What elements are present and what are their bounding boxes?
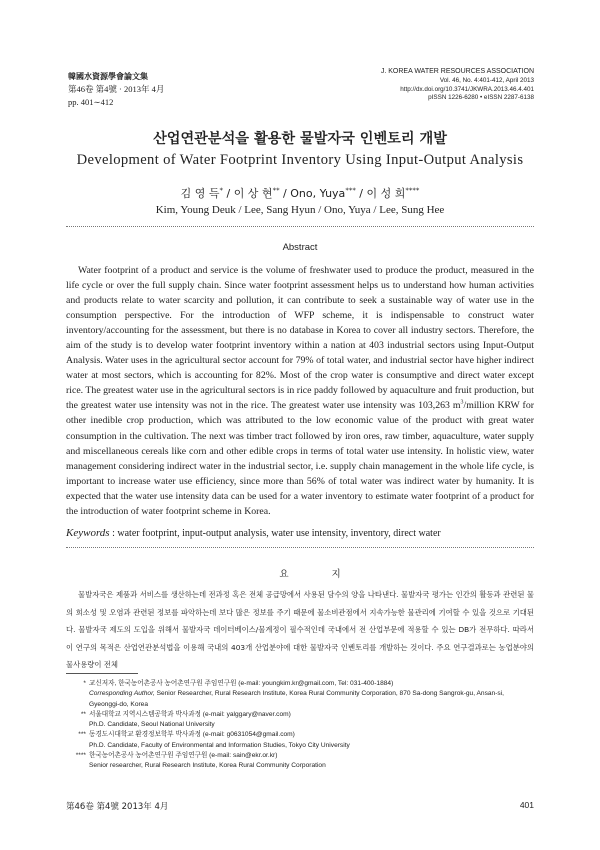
author-list-english: Kim, Young Deuk / Lee, Sang Hyun / Ono, Yuya / Lee, Sung Hee <box>155 204 445 216</box>
issn-line: pISSN 1226-6280 • eISSN 2287-6138 <box>428 94 534 102</box>
author-separator: / <box>355 187 367 200</box>
journal-name-korean: 韓國水資源學會論文集 <box>68 72 148 81</box>
footnote <box>66 679 536 689</box>
keywords-line <box>66 526 534 541</box>
abstract-heading: Abstract <box>282 242 318 253</box>
footnote-rule <box>66 673 138 674</box>
footnote-affiliation <box>66 689 536 710</box>
volume-issue-english: Vol. 46, No. 4:401-412, April 2013 <box>439 76 534 84</box>
footnote-mark: *** <box>78 731 86 739</box>
footnotes <box>66 679 536 772</box>
korean-abstract-body: 물발자국은 제품과 서비스를 생산하는데 전과정 혹은 전체 공급망에서 사용된 담수의 양을 나타낸다. 물발자국 평가는 인간의 활동과 관련된 물의 희소성 및 오염과 관련된 정보를 파악하는데 보다 많은 정보를 주기 때문에 물소비관점에서 지속가능한 물관리에 기여할 수 있을 것으로 기대된다. 물발자국 제도의 도입을 위해서 물발자국 데이터베이스/물계정이 필수적인데 국내에서 전 산업부문에 적용할 수 있는 DB가 전무하다. 따라서 이 연구의 목적은 산업연관분석법을 이용해 국내의 403개 산업분야에 대한 물발자국 인벤토리를 개발하는 것이다. 주요 연구결과로는 농업분야의 물사용량이 전체 <box>66 590 534 670</box>
footnote-text: 한국농어촌공사 농어촌연구원 주임연구원 (e-mail: sain@ekr.or.kr) <box>89 752 278 760</box>
footnote-mark: **** <box>75 752 86 760</box>
superscript: 3 <box>460 400 464 407</box>
volume-issue-korean: 第46卷 第4號 · 2013年 4月 <box>68 84 165 94</box>
keywords-separator: : <box>109 528 118 539</box>
author-mark: * <box>219 186 223 195</box>
footnote-affiliation: Ph.D. Candidate, Faculty of Environmental and Information Studies, Tokyo City University <box>89 741 350 749</box>
journal-name-english: J. KOREA WATER RESOURCES ASSOCIATION <box>380 68 534 75</box>
author-separator: / <box>222 187 234 200</box>
dotted-divider <box>66 547 534 548</box>
abstract-text: /million KRW for other inedible crop production, which was attributed to the low economic value of the product with great water consumption in the cultivation. The next was timber tract followed by iron ores, raw timber, aquaculture, water supply and miscellaneous cereals like corn and other edible crops in terms of total water use intensity. In holistic view, water management considering indirect water in the industrial sector, i.e. supply chain management in the whole life cycle, is important to increase water use efficiency, since more than 56% of total water was indirect water by humanity. It is expected that the water use intensity data can be used for a water inventory to estimate water footprint of a product for the introduction of water footprint scheme in Korea. <box>66 400 534 517</box>
paper-title-english: Development of Water Footprint Inventory Using Input-Output Analysis <box>76 152 524 168</box>
korean-abstract-heading: 요 지 <box>279 569 361 580</box>
keywords-label: Keywords <box>66 527 110 539</box>
author-name: Ono, Yuya <box>290 187 346 200</box>
author-mark: **** <box>405 186 420 195</box>
author-separator: / <box>279 187 291 200</box>
footnote <box>66 751 536 761</box>
journal-header-korean <box>68 70 164 109</box>
page-range: pp. 401∼412 <box>68 97 114 107</box>
author-name: 김 영 득 <box>180 187 220 200</box>
footnote-text: 동경도시대학교 환경정보학부 박사과정 (e-mail: g0631054@gmail.com) <box>89 731 295 739</box>
footnote-italic: Corresponding Author, <box>89 690 155 698</box>
doi-link[interactable]: http://dx.doi.org/10.3741/JKWRA.2013.46.4.401 <box>400 85 534 93</box>
footnote-text: Senior Researcher, Rural Research Institute, Korea Rural Community Corporation, 870 Sa-dong Sangrok-gu, Ansan-si, Gyeonggi-do, Korea <box>89 690 505 708</box>
author-name: 이 상 현 <box>233 187 273 200</box>
author-name: 이 성 희 <box>366 187 406 200</box>
footnote <box>66 730 536 740</box>
paper-title-korean: 산업연관분석을 활용한 물발자국 인벤토리 개발 <box>153 131 447 147</box>
running-footer: 第46卷 第4號 2013年 4月 <box>66 802 169 812</box>
footnote-mark: * <box>83 680 86 687</box>
footnote-text: 서울대학교 지역시스템공학과 박사과정 (e-mail: yalggary@naver.com) <box>89 710 291 718</box>
page-number: 401 <box>519 800 534 810</box>
footnote-text: 교신저자, 한국농어촌공사 농어촌연구원 주임연구원 (e-mail: youngkim.kr@gmail.com, Tel: 031-400-1884) <box>89 680 394 687</box>
footnote-affiliation: Senior researcher, Rural Research Institute, Korea Rural Community Corporation <box>89 762 326 770</box>
footnote-mark: ** <box>80 710 86 718</box>
abstract-body <box>66 263 534 519</box>
author-list-korean <box>0 185 600 201</box>
author-mark: ** <box>272 186 280 195</box>
keywords-text: water footprint, input-output analysis, water use intensity, inventory, direct water <box>117 528 441 539</box>
footnote <box>66 710 536 720</box>
abstract-text: Water footprint of a product and service is the volume of freshwater used to produce the product, measured in the life cycle or over the full supply chain. Since water footprint assessment helps us to understand how human activities and products relate to water scarcity and pollution, it can contribute to seek a sustainable way of water use in the consumption perspective. For the introduction of WFP scheme, it is indispensable to construct water inventory/accounting for the assessment, but there is no database in Korea to cover all industry sectors. Therefore, the aim of the study is to develop water footprint inventory within a nation at 403 industrial sectors using Input-Output Analysis. Water uses in the agricultural sector account for 79% of total water, and industrial sector have higher indirect water at most sectors, which is accounting for 82%. Most of the crop water is consumptive and direct water except rice. The greatest water use in the agricultural sectors is in rice paddy followed by aquaculture and fruit production, but the greatest water use intensity was not in the rice. The greatest water use intensity was 103,263 m <box>66 265 534 412</box>
journal-header-english <box>381 68 534 103</box>
dotted-divider <box>66 226 534 227</box>
footnote-affiliation: Ph.D. Candidate, Seoul National University <box>89 721 215 729</box>
author-mark: *** <box>345 186 356 195</box>
